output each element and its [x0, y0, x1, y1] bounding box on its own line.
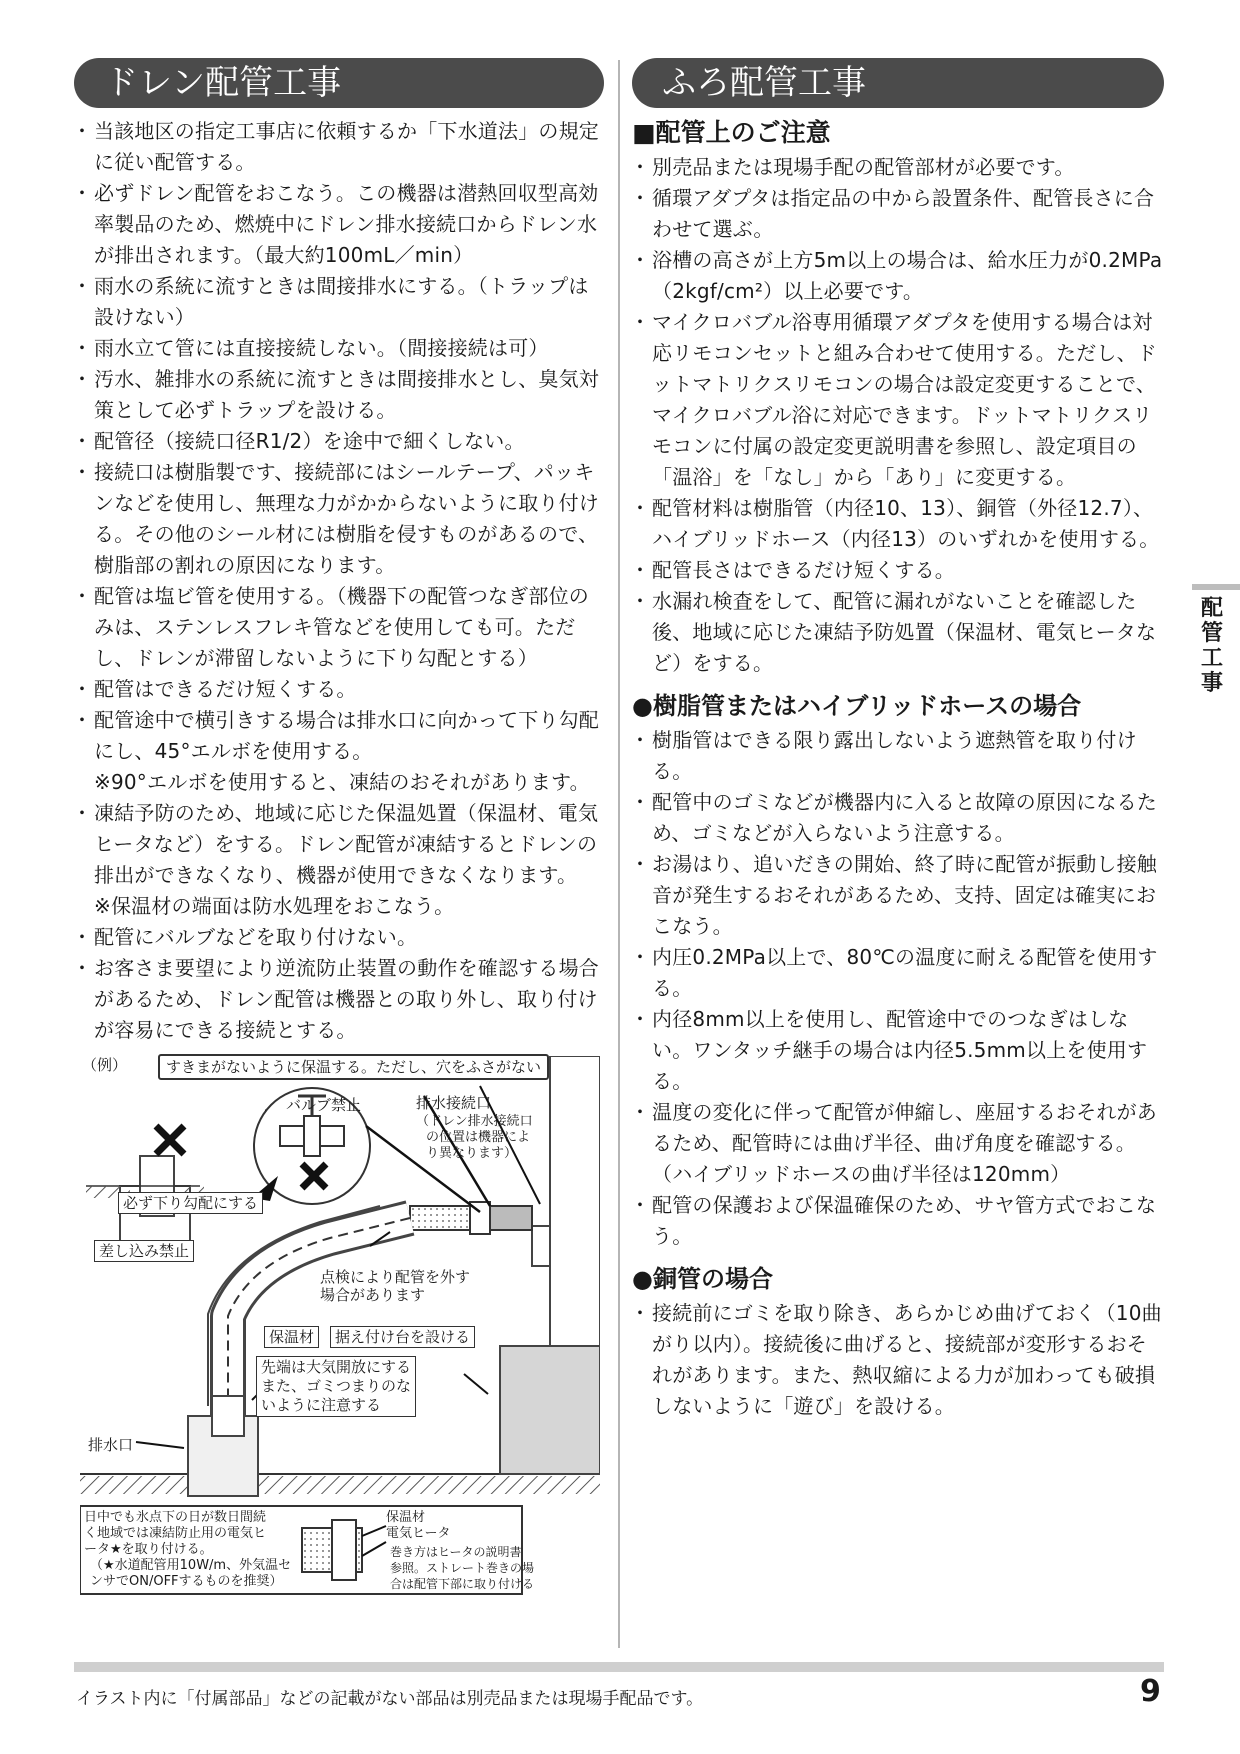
list-item: ・ 配管はできるだけ短くする。	[74, 674, 604, 705]
heater-method-line2: 参照。ストレート巻きの場	[390, 1561, 535, 1575]
subheading-copper: ●銅管の場合	[632, 1265, 773, 1293]
piping-notes-list	[632, 152, 1164, 679]
section-title-drain: ドレン配管工事	[74, 58, 604, 108]
heater-insulation-label: 保温材	[386, 1510, 426, 1525]
list-item: ・ 当該地区の指定工事店に依頼するか「下水道法」の規定に従い配管する。	[74, 116, 604, 178]
heater-note-line4: （★水道配管用10W/m、外気温セ	[90, 1558, 292, 1573]
side-tab-bar	[1192, 584, 1240, 590]
right-column	[632, 58, 1164, 1422]
diagram-valve-ban: バルブ禁止	[286, 1096, 362, 1114]
list-item: ・ 温度の変化に伴って配管が伸縮し、座屈するおそれがあるため、配管時には曲げ半径、曲げ角度を確認する。（ハイブリッドホースの曲げ半径は120mm）	[632, 1097, 1164, 1190]
list-item: ・ 必ずドレン配管をおこなう。この機器は潜熱回収型高効率製品のため、燃焼中にドレン排水接続口からドレン水が排出されます。（最大約100mL／min）	[74, 178, 604, 271]
x-mark-icon	[156, 1126, 184, 1154]
list-item: ・ 配管は塩ビ管を使用する。（機器下の配管つなぎ部位のみは、ステンレスフレキ管などを使用しても可。ただし、ドレンが滞留しないように下り勾配とする）	[74, 581, 604, 674]
footer-note: イラスト内に「付属部品」などの記載がない部品は別売品または現場手配品です。	[76, 1689, 704, 1709]
list-item: ・ 汚水、雑排水の系統に流すときは間接排水とし、臭気対策として必ずトラップを設ける。	[74, 364, 604, 426]
diagram-top-note: すきまがないように保温する。ただし、穴をふさがない	[158, 1054, 549, 1080]
list-item: ・ 配管長さはできるだけ短くする。	[632, 555, 1164, 586]
diagram-example-label: （例）	[82, 1056, 128, 1074]
diagram-insert-ban: 差し込み禁止	[94, 1240, 194, 1262]
diagram-tip-line2: また、ゴミつまりのな	[261, 1377, 412, 1395]
list-item: ・ 配管径（接続口径R1/2）を途中で細くしない。	[74, 426, 604, 457]
list-item: ・ お湯はり、追いだきの開始、終了時に配管が振動し接触音が発生するおそれがあるため、支持、固定は確実におこなう。	[632, 849, 1164, 942]
diagram-inspect-note1: 点検により配管を外す	[320, 1268, 471, 1286]
freeze-text: 凍結予防のため、地域に応じた保温処置（保温材、電気ヒータなど）をする。ドレン配管が凍結するとドレンの排出ができなくなり、機器が使用できなくなります。	[94, 801, 599, 887]
heater-method-line3: 合は配管下部に取り付ける	[390, 1577, 535, 1591]
diagram-stand-label: 据え付け台を設ける	[330, 1326, 475, 1348]
section-title-bath: ふろ配管工事	[632, 58, 1164, 108]
column-divider	[618, 60, 620, 1648]
list-item: ・ 配管中のゴミなどが機器内に入ると故障の原因になるため、ゴミなどが入らないよう注意する。	[632, 787, 1164, 849]
list-item: ・ 内径8mm以上を使用し、配管途中でのつなぎはしない。ワンタッチ継手の場合は内径5.5mm以上を使用する。	[632, 1004, 1164, 1097]
list-item: ・ 樹脂管はできる限り露出しないよう遮熱管を取り付ける。	[632, 725, 1164, 787]
list-item: ・ 浴槽の高さが上方5m以上の場合は、給水圧力が0.2MPa（2kgf/cm²）以上必要です。	[632, 245, 1164, 307]
heater-label: 電気ヒータ	[386, 1526, 451, 1541]
heater-note-line3: ータ★を取り付ける。	[84, 1542, 213, 1557]
list-item: ・ お客さま要望により逆流防止装置の動作を確認する場合があるため、ドレン配管は機器との取り外し、取り付けが容易にできる接続とする。	[74, 953, 604, 1046]
diagram-drain-conn-note1: （ドレン排水接続口	[416, 1114, 533, 1129]
diagram-drain-conn-note3: り異なります）	[426, 1146, 518, 1161]
list-item: ・ 水漏れ検査をして、配管に漏れがないことを確認した後、地域に応じた凍結予防処置（保温材、電気ヒータなど）をする。	[632, 586, 1164, 679]
elbow-note: ※90°エルボを使用すると、凍結のおそれがあります。	[94, 770, 590, 794]
list-item: ・ マイクロバブル浴専用循環アダプタを使用する場合は対応リモコンセットと組み合わせて使用する。ただし、ドットマトリクスリモコンの場合は設定変更することで、マイクロバブル浴に対応できます。ドットマトリクスリモコンに付属の設定変更説明書を参照し、設定項目の「温浴」を「なし」から「あり」に変更する。	[632, 307, 1164, 493]
list-item: ・ 接続前にゴミを取り除き、あらかじめ曲げておく（10曲がり以内）。接続後に曲げると、接続部が変形するおそれがあります。また、熱収縮による力が加わっても破損しないように「遊び」を設ける。	[632, 1298, 1164, 1422]
page-number: 9	[1140, 1674, 1161, 1709]
list-item-elbow	[74, 705, 604, 798]
list-item: ・ 内圧0.2MPa以上で、80℃の温度に耐える配管を使用する。	[632, 942, 1164, 1004]
insulation-note: ※保温材の端面は防水処理をおこなう。	[94, 894, 455, 918]
left-column	[74, 58, 604, 1046]
diagram-tip-line3: いように注意する	[261, 1396, 382, 1414]
heater-note-line1: 日中でも氷点下の日が数日間続	[84, 1510, 267, 1525]
subheading-piping-notes: ■配管上のご注意	[632, 118, 831, 147]
diagram-insulation-label: 保温材	[264, 1326, 319, 1348]
diagram-drain-conn-title: 排水接続口	[416, 1094, 492, 1112]
diagram-inspect-note2: 場合があります	[320, 1286, 426, 1304]
copper-list	[632, 1298, 1164, 1422]
subheading-resin-hose: ●樹脂管またはハイブリッドホースの場合	[632, 692, 1082, 720]
footer-bar	[74, 1662, 1164, 1672]
list-item: ・ 配管の保護および保温確保のため、サヤ管方式でおこなう。	[632, 1190, 1164, 1252]
heater-note-line5: ンサでON/OFFするものを推奨）	[90, 1574, 283, 1589]
list-item: ・ 雨水立て管には直接接続しない。（間接接続は可）	[74, 333, 604, 364]
list-item: ・ 配管にバルブなどを取り付けない。	[74, 922, 604, 953]
resin-hose-list	[632, 725, 1164, 1252]
side-tab-label: 配管工事	[1200, 596, 1223, 696]
drain-bullet-list	[74, 116, 604, 1046]
list-item: ・ 雨水の系統に流すときは間接排水にする。（トラップは設けない）	[74, 271, 604, 333]
drain-piping-diagram	[80, 1056, 600, 1616]
list-item: ・ 接続口は樹脂製です、接続部にはシールテープ、パッキンなどを使用し、無理な力がかからないように取り付ける。その他のシール材には樹脂を侵すものがあるので、樹脂部の割れの原因になります。	[74, 457, 604, 581]
diagram-tip-note	[256, 1356, 416, 1417]
diagram-drain-outlet: 排水口	[88, 1436, 134, 1454]
list-item: ・ 配管材料は樹脂管（内径10、13）、銅管（外径12.7）、ハイブリッドホース（内径13）のいずれかを使用する。	[632, 493, 1164, 555]
heater-method-line1: 巻き方はヒータの説明書	[390, 1545, 522, 1559]
list-item: ・ 別売品または現場手配の配管部材が必要です。	[632, 152, 1164, 183]
list-item-freeze	[74, 798, 604, 922]
list-item: ・ 循環アダプタは指定品の中から設置条件、配管長さに合わせて選ぶ。	[632, 183, 1164, 245]
heater-note-line2: く地域では凍結防止用の電気ヒ	[84, 1526, 267, 1541]
elbow-text: 配管途中で横引きする場合は排水口に向かって下り勾配にし、45°エルボを使用する。	[94, 708, 599, 763]
diagram-slope-label: 必ず下り勾配にする	[118, 1192, 263, 1214]
diagram-tip-line1: 先端は大気開放にする	[261, 1358, 412, 1376]
diagram-drain-conn-note2: の位置は機器によ	[426, 1130, 531, 1145]
